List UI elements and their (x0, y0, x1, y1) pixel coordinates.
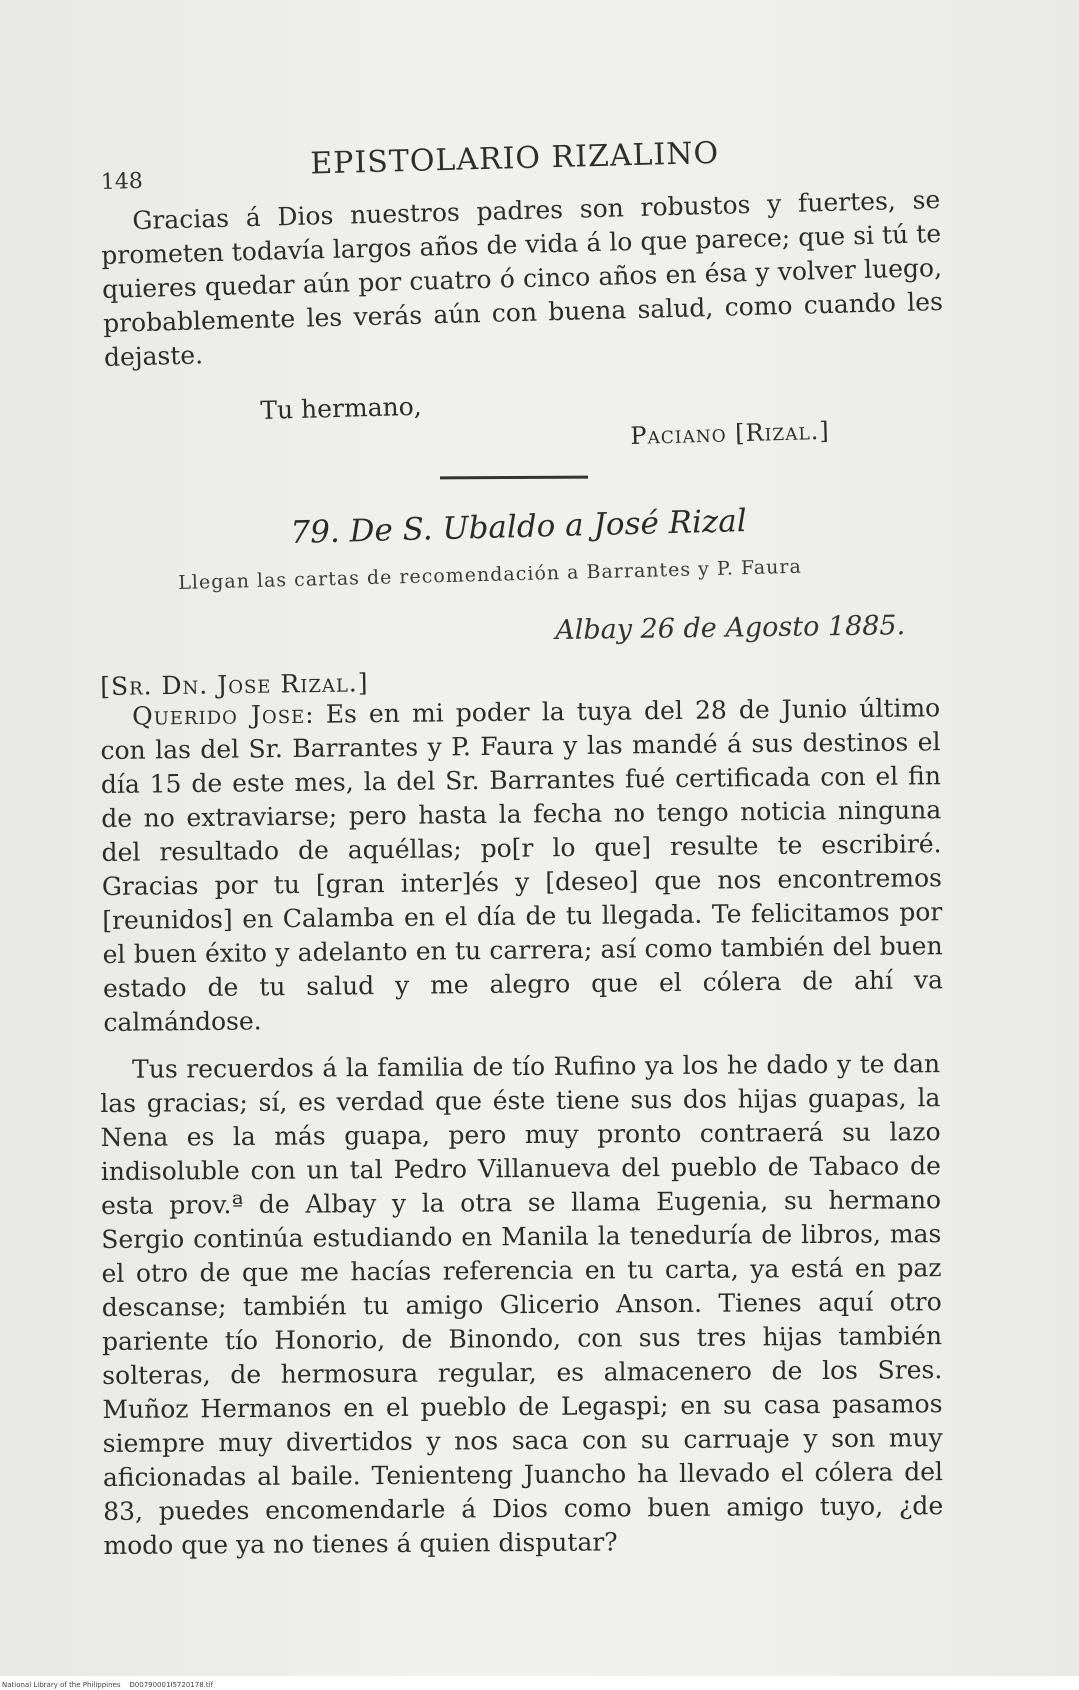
paragraph-text: Tus recuerdos á la familia de tío Rufino ya los he dado y te dan las gracias; sí, es verdad que éste tiene sus dos hijas guapas, la Nena es la más guapa, pero muy pronto contraerá su lazo indisoluble con un tal Pedro Villanueva del pueblo de Tabaco de esta prov.ª de Albay y la otra se llama Eugenia, su hermano Sergio continúa estudiando en Manila la teneduría de libros, mas el otro de que me hacías referencia en tu carta, ya está en paz descanse; también tu amigo Glicerio Anson. Tienes aquí otro pariente tío Honorio, de Binondo, con sus tres hijas también solteras, de hermosura regular, es almacenero de los Sres. Muñoz Hermanos en el pueblo de Legaspi; en su casa pasamos siempre muy divertidos y nos saca con su carruaje y son muy aficionadas al baile. Tenienteng Juancho ha llevado el cólera del 83, puedes encomendarle á Dios como buen amigo tuyo, ¿de modo que ya no tienes á quien disputar? (100, 1049, 944, 1560)
paragraph-text: : Es en mi poder la tuya del 28 de Junio último con las del Sr. Barrantes y P. Faura y las mandé á sus destinos el día 15 de este mes, la del Sr. Barrantes fué certificada con el fin de no extraviarse; pero hasta la fecha no tengo noticia ninguna del resultado de aquéllas; po[r lo que] resulte te escribiré. Gracias por tu [gran inter]és y [deseo] que nos encontremos [reunidos] en Calamba en el día de tu llegada. Te felicitamos por el buen éxito y adelanto en tu carrera; así como también del buen estado de tu salud y me alegro que el cólera de ahí va calmándose. (100, 693, 944, 1037)
letter-dateline: Albay 26 de Agosto 1885. (555, 610, 906, 646)
page-number: 148 (100, 168, 144, 195)
page-header (100, 129, 960, 195)
salutation-name: Querido Jose (132, 699, 306, 731)
letter-paragraph-1 (100, 691, 944, 1040)
previous-letter-paragraph (100, 183, 944, 375)
letter-title: 79. De S. Ubaldo a José Rizal (290, 503, 748, 551)
letter-summary: Llegan las cartas de recomendación a Barrantes y P. Faura (178, 555, 803, 594)
running-title: EPISTOLARIO RIZALINO (309, 135, 720, 182)
scan-credit: National Library of the Philippines D00790001I5720178.tif (2, 1681, 214, 1689)
section-divider (440, 476, 588, 480)
letter-paragraph-2 (100, 1047, 944, 1563)
addressee-text: [Sr. Dn. Jose Rizal.] (100, 668, 369, 701)
letter-closing: Tu hermano, (260, 391, 422, 425)
paragraph-text: Gracias á Dios nuestros padres son robustos y fuertes, se prometen todavía largos años de vida á lo que parece; que si tú te quieres quedar aún por cuatro ó cinco años en ésa y volver luego, probablemente les verás aún con buena salud, como cuando les dejaste. (100, 185, 944, 372)
letter-addressee (100, 668, 369, 701)
scan-footer (0, 1676, 1079, 1690)
signature: Paciano [Rizal.] (630, 416, 831, 450)
